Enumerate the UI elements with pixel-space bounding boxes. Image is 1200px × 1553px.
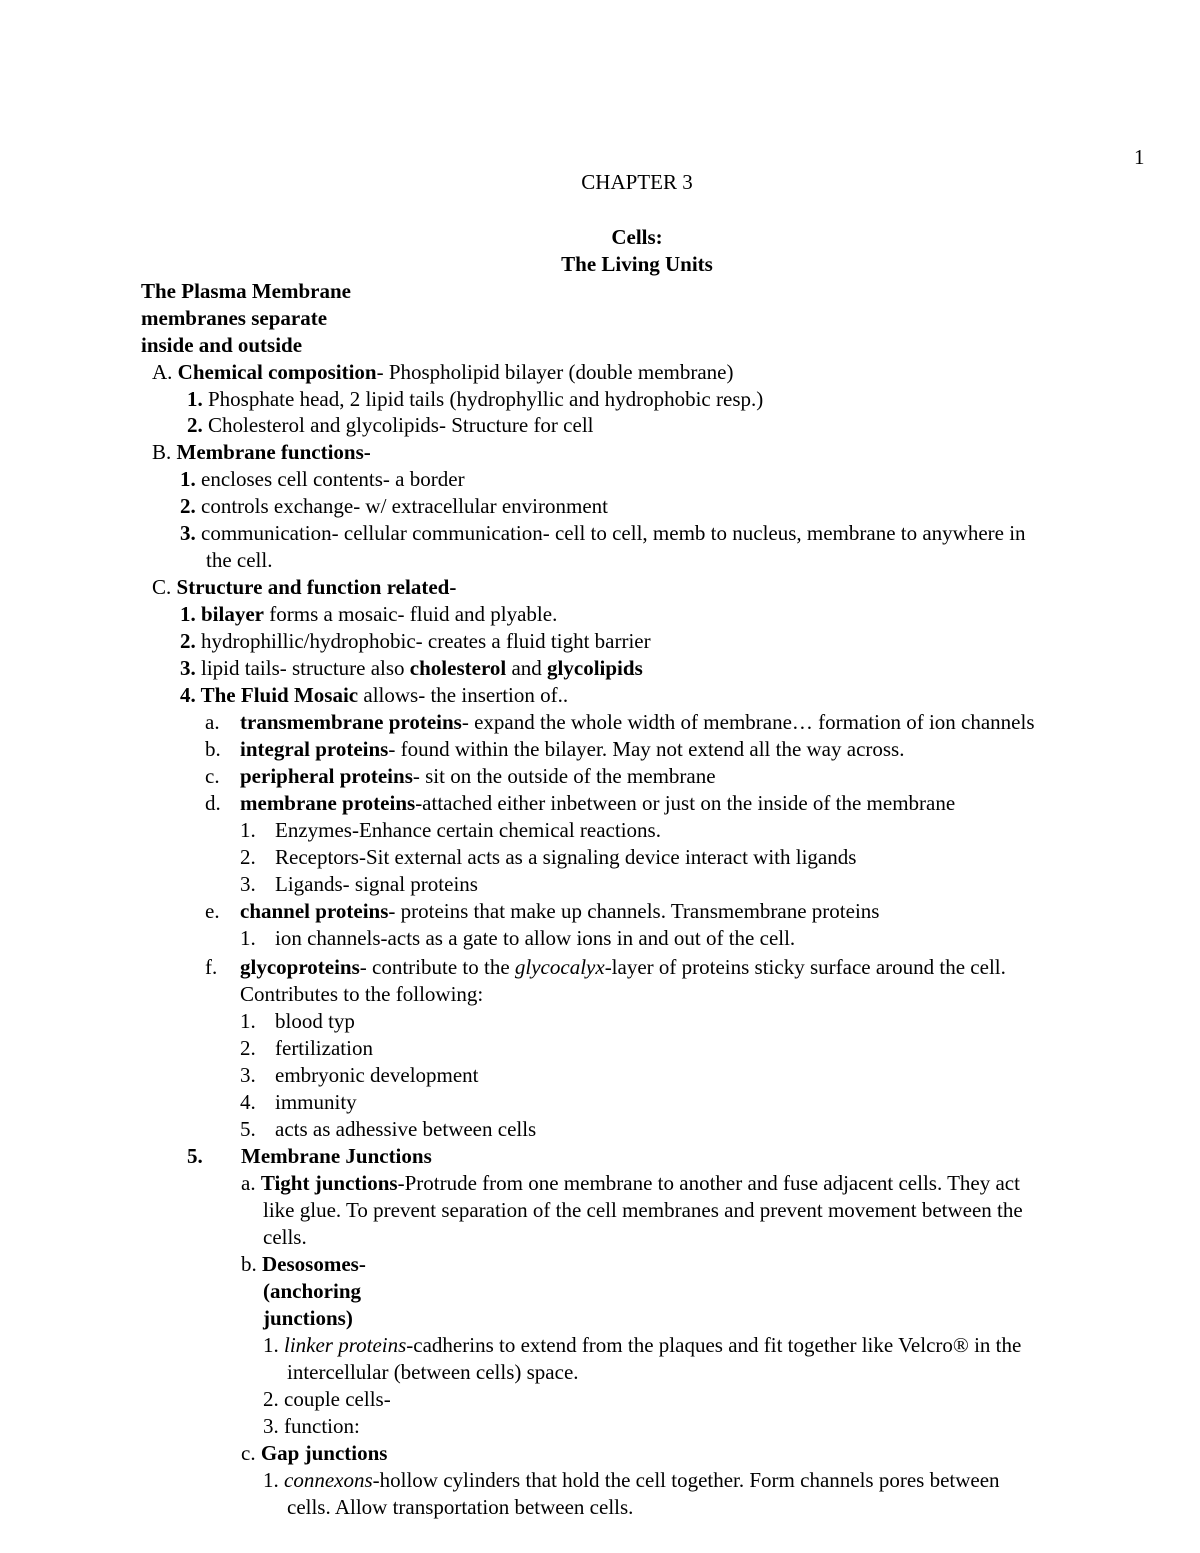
outline-item-c5: Membrane Junctions bbox=[241, 1144, 432, 1168]
outline-item-b1: 1. encloses cell contents- a border bbox=[180, 467, 465, 491]
outline-item-c4c: peripheral proteins- sit on the outside of the membrane bbox=[240, 764, 716, 788]
outline-item-a1: 1. Phosphate head, 2 lipid tails (hydrophyllic and hydrophobic resp.) bbox=[187, 387, 764, 411]
outline-item-c5b3: 3. function: bbox=[263, 1414, 360, 1438]
outline-item-c4b: integral proteins- found within the bilayer. May not extend all the way across. bbox=[240, 737, 905, 761]
outline-item-c5c: c. Gap junctions bbox=[241, 1441, 388, 1465]
outline-item-a: A. Chemical composition- Phospholipid bilayer (double membrane) bbox=[152, 360, 734, 384]
outline-item-b3-cont: the cell. bbox=[206, 548, 273, 572]
list-item: Enzymes-Enhance certain chemical reactions. bbox=[275, 818, 661, 842]
list-item: blood typ bbox=[275, 1009, 355, 1033]
outline-item-c5b1-cont: intercellular (between cells) space. bbox=[287, 1360, 579, 1384]
chapter-heading: CHAPTER 3 bbox=[581, 170, 693, 194]
outline-item-c4b-marker: b. bbox=[205, 737, 221, 761]
outline-item-c2: 2. hydrophillic/hydrophobic- creates a fluid tight barrier bbox=[180, 629, 651, 653]
outline-item-c4e-marker: e. bbox=[205, 899, 220, 923]
list-item-number: 5. bbox=[240, 1117, 256, 1141]
outline-item-c3: 3. lipid tails- structure also cholesterol and glycolipids bbox=[180, 656, 643, 680]
outline-item-c5b1: 1. linker proteins-cadherins to extend from the plaques and fit together like Velcro® in the bbox=[263, 1333, 1022, 1357]
intro-line-2: inside and outside bbox=[141, 333, 303, 357]
list-item: Receptors-Sit external acts as a signaling device interact with ligands bbox=[275, 845, 857, 869]
outline-item-c4a: transmembrane proteins- expand the whole width of membrane… formation of ion channels bbox=[240, 710, 1035, 734]
outline-item-c4f-marker: f. bbox=[205, 955, 218, 979]
list-item: ion channels-acts as a gate to allow ions in and out of the cell. bbox=[275, 926, 796, 950]
list-item-number: 2. bbox=[240, 845, 256, 869]
list-item-number: 3. bbox=[240, 872, 256, 896]
outline-item-c5b-cont-1: (anchoring bbox=[263, 1279, 362, 1303]
outline-item-c4a-marker: a. bbox=[205, 710, 220, 734]
page-number: 1 bbox=[1134, 145, 1145, 169]
list-item-number: 3. bbox=[240, 1063, 256, 1087]
list-item-number: 4. bbox=[240, 1090, 256, 1114]
title-line-1: Cells: bbox=[611, 225, 663, 249]
outline-item-c5b2: 2. couple cells- bbox=[263, 1387, 391, 1411]
outline-item-c5b: b. Desosomes- bbox=[241, 1252, 366, 1276]
outline-item-c4: 4. The Fluid Mosaic allows- the insertion of.. bbox=[180, 683, 569, 707]
outline-item-c5c1: 1. connexons-hollow cylinders that hold the cell together. Form channels pores between bbox=[263, 1468, 1000, 1492]
list-item: embryonic development bbox=[275, 1063, 479, 1087]
list-item: fertilization bbox=[275, 1036, 373, 1060]
list-item-number: 1. bbox=[240, 1009, 256, 1033]
intro-line-1: membranes separate bbox=[141, 306, 328, 330]
outline-item-c4e: channel proteins- proteins that make up channels. Transmembrane proteins bbox=[240, 899, 880, 923]
outline-item-c4f-cont: Contributes to the following: bbox=[240, 982, 484, 1006]
outline-item-c4f: glycoproteins- contribute to the glycocalyx-layer of proteins sticky surface around the cell. bbox=[240, 955, 1006, 979]
outline-item-b: B. Membrane functions- bbox=[152, 440, 371, 464]
section-heading: The Plasma Membrane bbox=[141, 279, 351, 303]
outline-item-b3: 3. communication- cellular communication- cell to cell, memb to nucleus, membrane to anywhere in bbox=[180, 521, 1026, 545]
list-item: Ligands- signal proteins bbox=[275, 872, 478, 896]
outline-item-c4c-marker: c. bbox=[205, 764, 220, 788]
outline-item-c: C. Structure and function related- bbox=[152, 575, 457, 599]
list-item: acts as adhessive between cells bbox=[275, 1117, 537, 1141]
list-item-number: 1. bbox=[240, 818, 256, 842]
outline-item-b2: 2. controls exchange- w/ extracellular environment bbox=[180, 494, 608, 518]
outline-item-c1: 1. bilayer forms a mosaic- fluid and plyable. bbox=[180, 602, 558, 626]
outline-item-c5b-cont-2: junctions) bbox=[263, 1306, 353, 1330]
outline-item-c5a-cont-1: like glue. To prevent separation of the cell membranes and prevent movement between the bbox=[263, 1198, 1023, 1222]
outline-item-c4d: membrane proteins-attached either inbetween or just on the inside of the membrane bbox=[240, 791, 956, 815]
title-line-2: The Living Units bbox=[561, 252, 713, 276]
list-item-number: 2. bbox=[240, 1036, 256, 1060]
outline-item-c5c1-cont: cells. Allow transportation between cells. bbox=[287, 1495, 634, 1519]
outline-item-c5-number: 5. bbox=[187, 1144, 203, 1168]
outline-item-c5a-cont-2: cells. bbox=[263, 1225, 307, 1249]
list-item-number: 1. bbox=[240, 926, 256, 950]
outline-item-a2: 2. Cholesterol and glycolipids- Structure for cell bbox=[187, 413, 594, 437]
outline-item-c4d-marker: d. bbox=[205, 791, 221, 815]
list-item: immunity bbox=[275, 1090, 357, 1114]
outline-item-c5a: a. Tight junctions-Protrude from one membrane to another and fuse adjacent cells. They act bbox=[241, 1171, 1020, 1195]
